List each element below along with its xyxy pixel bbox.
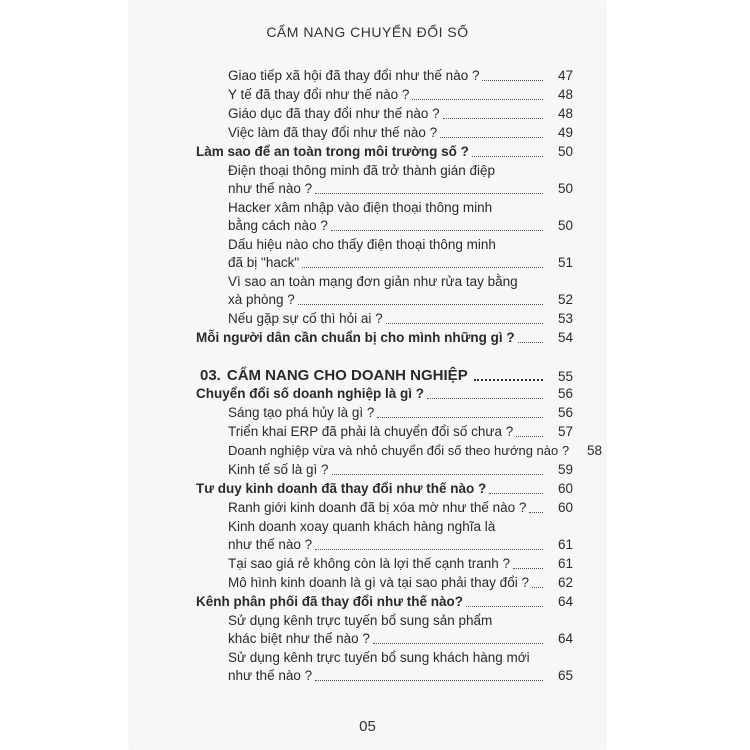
toc-entry-text: Mô hình kinh doanh là gì và tại sao phải thay đổi ? xyxy=(228,575,529,590)
toc-entry xyxy=(228,424,573,440)
toc-entry xyxy=(228,443,603,459)
toc-page-number: 61 xyxy=(557,556,573,571)
toc-entry-text: xà phòng ? xyxy=(228,292,295,307)
toc-entry-text: như thế nào ? xyxy=(228,181,313,196)
toc-entry-line1: Sử dụng kênh trực tuyến bổ sung sản phẩm xyxy=(228,613,493,628)
toc-entry-line1: Hacker xâm nhập vào điện thoại thông minh xyxy=(228,200,493,215)
toc-heading xyxy=(196,144,573,160)
dot-leader xyxy=(373,642,543,644)
toc-entry xyxy=(228,181,573,197)
toc-entry xyxy=(228,462,573,478)
toc-page-number: 62 xyxy=(557,575,573,590)
toc-entry-text: Doanh nghiệp vừa và nhỏ chuyển đổi số theo hướng nào ? xyxy=(228,443,570,458)
toc-entry-text: như thế nào ? xyxy=(228,668,313,683)
book-page xyxy=(130,0,605,750)
toc-entry xyxy=(228,631,573,647)
dot-leader xyxy=(302,266,543,268)
toc-entry xyxy=(228,292,573,308)
toc-entry-text: đã bị "hack" xyxy=(228,255,300,270)
toc-entry xyxy=(228,68,573,84)
dot-leader xyxy=(331,229,543,231)
page-number: 05 xyxy=(359,718,376,735)
toc-entry-text: bằng cách nào ? xyxy=(228,218,328,233)
toc-entry xyxy=(228,87,573,103)
toc-page-number: 50 xyxy=(557,144,573,159)
toc-page-number: 59 xyxy=(557,462,573,477)
toc-entry-text: Giao tiếp xã hội đã thay đổi như thế nào ? xyxy=(228,68,480,83)
toc-entry-text: Triển khai ERP đã phải là chuyển đổi số chưa ? xyxy=(228,424,514,439)
toc-entry-line1: Điện thoại thông minh đã trở thành gián điệp xyxy=(228,163,496,178)
toc-entry-text: Nếu gặp sự cố thì hỏi ai ? xyxy=(228,311,383,326)
toc-page-number: 48 xyxy=(557,87,573,102)
toc-entry xyxy=(228,668,573,684)
toc-entry xyxy=(228,311,573,327)
toc-entry xyxy=(228,405,573,421)
toc-entry-text: Kinh tế số là gì ? xyxy=(228,462,329,477)
dot-leader xyxy=(532,586,543,588)
toc-heading-text: Làm sao để an toàn trong môi trường số ? xyxy=(196,144,469,159)
toc-page-number: 52 xyxy=(557,292,573,307)
toc-heading xyxy=(196,594,573,610)
toc-page-number: 49 xyxy=(557,125,573,140)
dot-leader xyxy=(482,79,543,81)
toc-page-number: 56 xyxy=(557,405,573,420)
dot-leader xyxy=(332,473,543,475)
toc-page-number: 47 xyxy=(557,68,573,83)
dot-leader xyxy=(427,397,543,399)
toc-page-number: 48 xyxy=(557,106,573,121)
toc-page-number: 53 xyxy=(557,311,573,326)
toc-page-number: 50 xyxy=(557,181,573,196)
section-number: 03. xyxy=(200,367,221,384)
toc-entry xyxy=(228,218,573,234)
dot-leader xyxy=(466,605,543,607)
toc-section-heading xyxy=(200,367,573,384)
toc-page-number: 57 xyxy=(557,424,573,439)
dot-leader xyxy=(377,416,543,418)
dot-leader xyxy=(386,322,543,324)
toc-heading xyxy=(196,330,573,346)
dot-leader xyxy=(315,192,543,194)
toc-page-number: 50 xyxy=(557,218,573,233)
toc-entry-text: Việc làm đã thay đổi như thế nào ? xyxy=(228,125,438,140)
toc-entry xyxy=(228,537,573,553)
dot-leader xyxy=(315,679,543,681)
toc-heading xyxy=(196,386,573,402)
toc-entry xyxy=(228,106,573,122)
toc-page-number: 56 xyxy=(557,386,573,401)
toc-entry xyxy=(228,255,573,271)
toc-entry xyxy=(228,575,573,591)
toc-page-number: 60 xyxy=(557,500,573,515)
section-title: CẨM NANG CHO DOANH NGHIỆP xyxy=(226,367,468,384)
toc-heading-text: Chuyển đổi số doanh nghiệp là gì ? xyxy=(196,386,424,401)
dot-leader xyxy=(489,492,543,494)
toc-page-number: 65 xyxy=(557,668,573,683)
dot-leader xyxy=(443,117,543,119)
toc-page-number: 54 xyxy=(557,330,573,345)
dot-leader xyxy=(518,341,543,343)
toc-entry xyxy=(228,556,573,572)
toc-entry xyxy=(228,125,573,141)
toc-entry-line1: Sử dụng kênh trực tuyến bổ sung khách hàng mới xyxy=(228,650,530,665)
toc-entry-text: Ranh giới kinh doanh đã bị xóa mờ như thế nào ? xyxy=(228,500,527,515)
toc-page-number: 58 xyxy=(587,443,603,458)
toc-entry-line1: Vì sao an toàn mạng đơn giản như rửa tay bằng xyxy=(228,274,518,289)
toc-entry-text: Sáng tạo phá hủy là gì ? xyxy=(228,405,375,420)
toc-page-number: 61 xyxy=(557,537,573,552)
toc-page-number: 64 xyxy=(557,594,573,609)
dot-leader xyxy=(472,155,543,157)
toc-heading-text: Kênh phân phối đã thay đổi như thế nào? xyxy=(196,594,464,609)
toc-entry-line1: Kinh doanh xoay quanh khách hàng nghĩa là xyxy=(228,519,496,534)
dot-leader xyxy=(298,303,543,305)
toc-entry-text: Giáo dục đã thay đổi như thế nào ? xyxy=(228,106,440,121)
toc-entry-text: như thế nào ? xyxy=(228,537,313,552)
dot-leader xyxy=(315,548,543,550)
dot-leader xyxy=(412,98,543,100)
toc-page-number: 64 xyxy=(557,631,573,646)
toc-entry-text: Tại sao giá rẻ không còn là lợi thế cạnh tranh ? xyxy=(228,556,511,571)
toc-page-number: 60 xyxy=(557,481,573,496)
toc-entry-text: khác biệt như thế nào ? xyxy=(228,631,370,646)
dot-leader xyxy=(529,511,543,513)
running-header: CẨM NANG CHUYỂN ĐỔI SỐ xyxy=(266,24,469,40)
toc-entry xyxy=(228,500,573,516)
dot-leader xyxy=(440,136,543,138)
toc-page-number: 55 xyxy=(557,369,573,384)
toc-heading-text: Tư duy kinh doanh đã thay đổi như thế nào ? xyxy=(196,481,487,496)
toc-heading-text: Mỗi người dân cần chuẩn bị cho mình những gì ? xyxy=(196,330,515,345)
toc-page-number: 51 xyxy=(557,255,573,270)
dot-leader xyxy=(474,378,543,381)
toc-heading xyxy=(196,481,573,497)
dot-leader xyxy=(513,567,543,569)
toc-entry-text: Y tế đã thay đổi như thế nào ? xyxy=(228,87,410,102)
dot-leader xyxy=(516,435,543,437)
toc-entry-line1: Dấu hiệu nào cho thấy điện thoại thông minh xyxy=(228,237,496,252)
